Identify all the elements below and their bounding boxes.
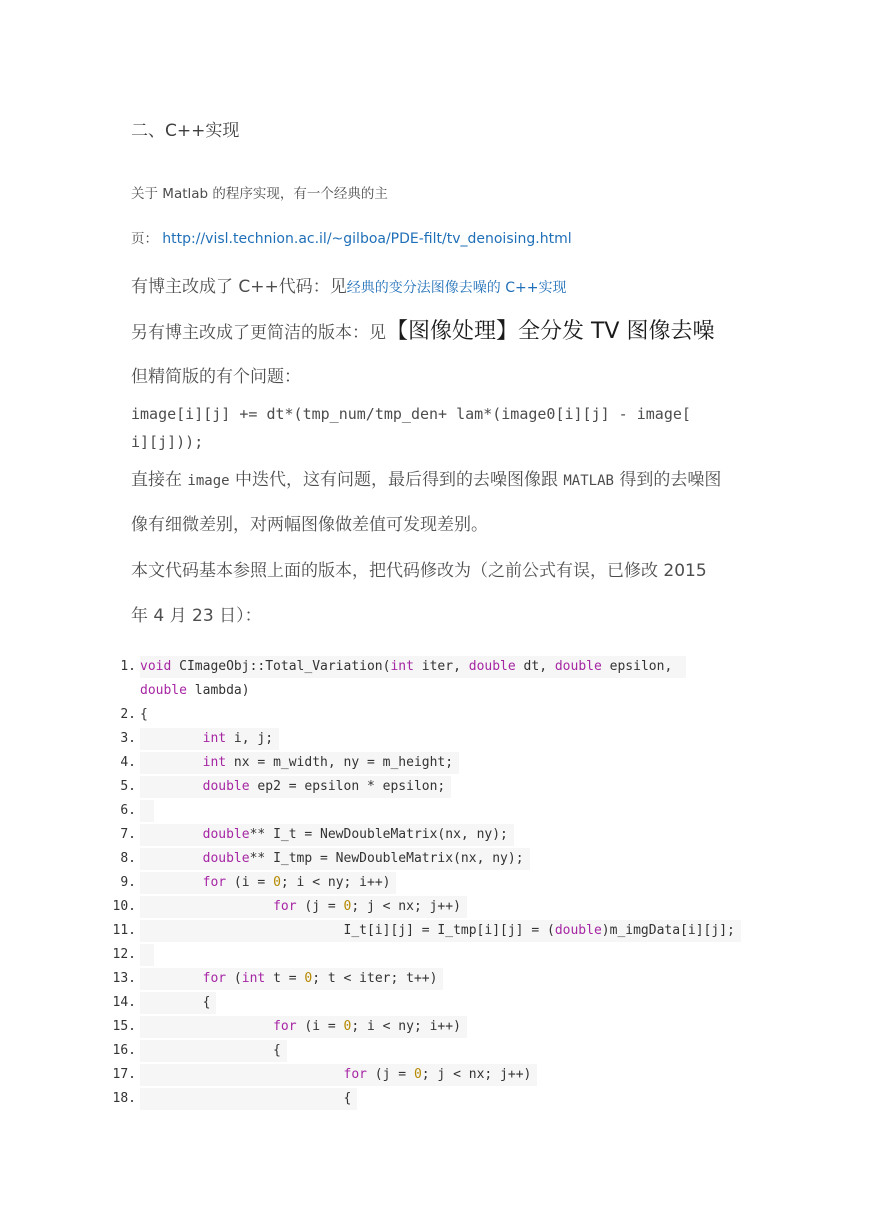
line-content <box>140 800 154 822</box>
code-line <box>108 751 748 775</box>
line-number: 15. <box>112 1019 136 1034</box>
code-line <box>108 871 748 895</box>
line-number: 8. <box>120 851 136 866</box>
line-content: double** I_tmp = NewDoubleMatrix(nx, ny); <box>140 848 530 870</box>
line-number: 13. <box>112 971 136 986</box>
code-line <box>108 1063 748 1087</box>
explain-code-matlab: MATLAB <box>563 473 614 489</box>
modify-line-1: 本文代码基本参照上面的版本，把代码修改为（之前公式有误，已修改 2015 <box>131 561 707 581</box>
line-number: 11. <box>112 923 136 938</box>
line-content: int i, j; <box>140 728 279 750</box>
line-content: for (j = 0; j < nx; j++) <box>140 896 467 918</box>
line-number: 2. <box>120 707 136 722</box>
code-line <box>108 823 748 847</box>
line-number: 10. <box>112 899 136 914</box>
line-content: double ep2 = epsilon * epsilon; <box>140 776 451 798</box>
line-number: 12. <box>112 947 136 962</box>
line-number: 9. <box>120 875 136 890</box>
line-number: 16. <box>112 1043 136 1058</box>
explain-text-b: 中迭代，这有问题，最后得到的去噪图像跟 <box>229 470 564 490</box>
code-line <box>108 967 748 991</box>
code-line <box>108 727 748 751</box>
explain-line-1 <box>131 465 721 490</box>
problem-intro: 但精简版的有个问题： <box>131 367 301 387</box>
code-line <box>108 991 748 1015</box>
line-number: 3. <box>120 731 136 746</box>
code-line <box>108 1039 748 1063</box>
line-content: for (i = 0; i < ny; i++) <box>140 872 396 894</box>
section-heading: 二、C++实现 <box>131 121 240 141</box>
simplified-line <box>131 314 714 345</box>
line-number: 17. <box>112 1067 136 1082</box>
line-content: { <box>140 992 216 1014</box>
explain-text-c: 得到的去噪图 <box>613 470 722 490</box>
line-content: for (i = 0; i < ny; i++) <box>140 1016 467 1038</box>
line-content: for (int t = 0; t < iter; t++) <box>140 968 443 990</box>
line-number: 18. <box>112 1091 136 1106</box>
line-content: for (j = 0; j < nx; j++) <box>140 1064 537 1086</box>
intro-line: 关于 Matlab 的程序实现，有一个经典的主 <box>131 186 388 202</box>
line-number: 7. <box>120 827 136 842</box>
line-content: void CImageObj::Total_Variation(int iter, double dt, double epsilon, <box>140 656 686 678</box>
simplified-prefix: 另有博主改成了更简洁的版本：见 <box>131 323 386 343</box>
line-number: 14. <box>112 995 136 1010</box>
code-line <box>108 895 748 919</box>
line-content: { <box>140 1040 287 1062</box>
explain-text-a: 直接在 <box>131 470 188 490</box>
code-line <box>108 1015 748 1039</box>
code-line <box>108 775 748 799</box>
code-block <box>108 655 748 1111</box>
line-content: int nx = m_width, ny = m_height; <box>140 752 459 774</box>
cpp-prefix: 有博主改成了 C++代码：见 <box>131 277 347 297</box>
simplified-link[interactable]: 【图像处理】全分发 TV 图像去噪 <box>386 319 715 344</box>
cpp-link[interactable]: 经典的变分法图像去噪的 C++实现 <box>346 280 567 296</box>
code-line <box>108 679 748 703</box>
code-line <box>108 1087 748 1111</box>
code-line <box>108 655 748 679</box>
homepage-prefix: 页： <box>131 231 158 247</box>
line-content: { <box>140 1088 357 1110</box>
line-number: 5. <box>120 779 136 794</box>
code-line <box>108 919 748 943</box>
line-content: double lambda) <box>140 680 256 702</box>
cpp-line <box>131 272 566 297</box>
line-content: double** I_t = NewDoubleMatrix(nx, ny); <box>140 824 514 846</box>
problem-code-line-1: image[i][j] += dt*(tmp_num/tmp_den+ lam*(image0[i][j] - image[ <box>131 405 691 423</box>
problem-code-line-2: i][j])); <box>131 433 204 451</box>
homepage-link[interactable]: http://visl.technion.ac.il/~gilboa/PDE-filt/tv_denoising.html <box>162 231 572 247</box>
line-number: 6. <box>120 803 136 818</box>
line-number: 4. <box>120 755 136 770</box>
code-line <box>108 847 748 871</box>
explain-code-image: image <box>187 473 230 489</box>
line-content: I_t[i][j] = I_tmp[i][j] = (double)m_imgData[i][j]; <box>140 920 741 942</box>
code-line <box>108 703 748 727</box>
modify-line-2: 年 4 月 23 日）： <box>131 606 262 626</box>
homepage-line <box>131 227 572 247</box>
code-line <box>108 799 748 823</box>
line-number: 1. <box>120 659 136 674</box>
line-content <box>140 944 154 966</box>
code-line <box>108 943 748 967</box>
explain-line-2: 像有细微差别，对两幅图像做差值可发现差别。 <box>131 515 488 535</box>
line-content: { <box>140 704 154 726</box>
